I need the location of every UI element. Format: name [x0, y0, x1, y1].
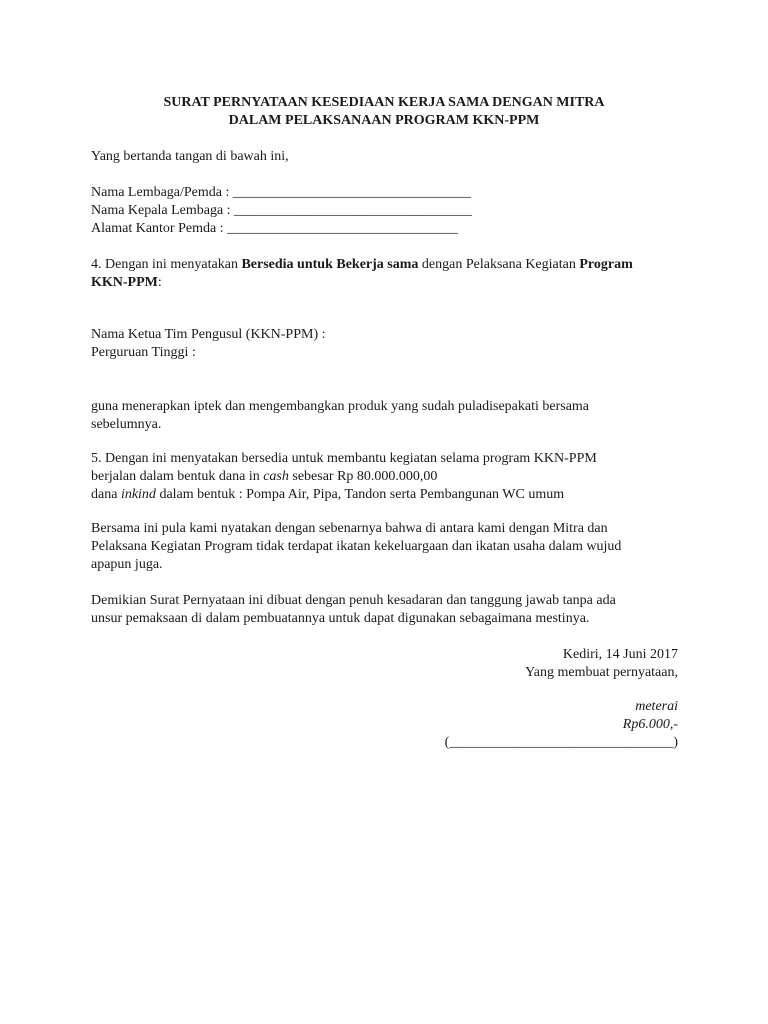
demikian-line-1: Demikian Surat Pernyataan ini dibuat dengan penuh kesadaran dan tanggung jawab tanpa ada: [91, 593, 616, 608]
title-line-2: DALAM PELAKSANAAN PROGRAM KKN-PPM: [228, 113, 540, 128]
opening-text: Yang bertanda tangan di bawah ini,: [91, 149, 289, 164]
meterai-value-text: Rp6.000,-: [622, 717, 678, 732]
guna-line-2: sebelumnya.: [91, 417, 162, 432]
item-5-line-1: 5. Dengan ini menyatakan bersedia untuk membantu kegiatan selama program KKN-PPM: [91, 451, 597, 466]
meterai-value: [623, 716, 678, 734]
item-5-line-2-pre: berjalan dalam bentuk dana in: [91, 469, 264, 484]
place-date: Kediri, 14 Juni 2017: [562, 647, 678, 662]
field-nama-kepala: Nama Kepala Lembaga : __________________________________: [91, 203, 473, 218]
item-5-line-2: [91, 468, 437, 486]
meterai-text: meterai: [635, 699, 678, 714]
title-line-1: SURAT PERNYATAAN KESEDIAAN KERJA SAMA DENGAN MITRA: [163, 95, 605, 110]
guna-line-1: guna menerapkan iptek dan mengembangkan produk yang sudah puladisepakati bersama: [91, 399, 590, 414]
item-4-line-1: [91, 256, 633, 274]
item-5-line-3: [91, 486, 564, 504]
item-5-line-2-post: sebesar Rp 80.000.000,00: [288, 469, 438, 484]
item-5-cash: cash: [263, 469, 289, 484]
perguruan-tinggi-label: Perguruan Tinggi :: [91, 345, 196, 360]
item-4-bold-phrase: Bersedia untuk Bekerja sama: [241, 257, 419, 272]
item-5-line-3-pre: dana: [91, 487, 121, 502]
item-4-middle: dengan Pelaksana Kegiatan: [418, 257, 580, 272]
item-4-kkn-ppm: KKN-PPM: [91, 275, 158, 290]
bersama-line-1: Bersama ini pula kami nyatakan dengan sebenarnya bahwa di antara kami dengan Mitra dan: [91, 521, 608, 536]
item-4-line-2: [91, 274, 162, 292]
bersama-line-2: Pelaksana Kegiatan Program tidak terdapat ikatan kekeluargaan dan ikatan usaha dalam wujud: [91, 539, 622, 554]
bersama-line-3: apapun juga.: [91, 557, 163, 572]
field-nama-lembaga: Nama Lembaga/Pemda : __________________________________: [91, 185, 471, 200]
ketua-tim-label: Nama Ketua Tim Pengusul (KKN-PPM) :: [91, 327, 326, 342]
signature-line: (________________________________): [444, 735, 678, 750]
item-4-program: Program: [579, 257, 633, 272]
demikian-line-2: unsur pemaksaan di dalam pembuatannya untuk dapat digunakan sebagaimana mestinya.: [91, 611, 590, 626]
meterai-label: [635, 698, 678, 716]
item-5-line-3-post: dalam bentuk : Pompa Air, Pipa, Tandon serta Pembangunan WC umum: [155, 487, 565, 502]
item-4-prefix: 4. Dengan ini menyatakan: [91, 257, 242, 272]
item-4-colon: :: [157, 275, 162, 290]
signer-label: Yang membuat pernyataan,: [525, 665, 678, 680]
item-5-inkind: inkind: [120, 487, 156, 502]
field-alamat-kantor: Alamat Kantor Pemda : _________________________________: [91, 221, 459, 236]
